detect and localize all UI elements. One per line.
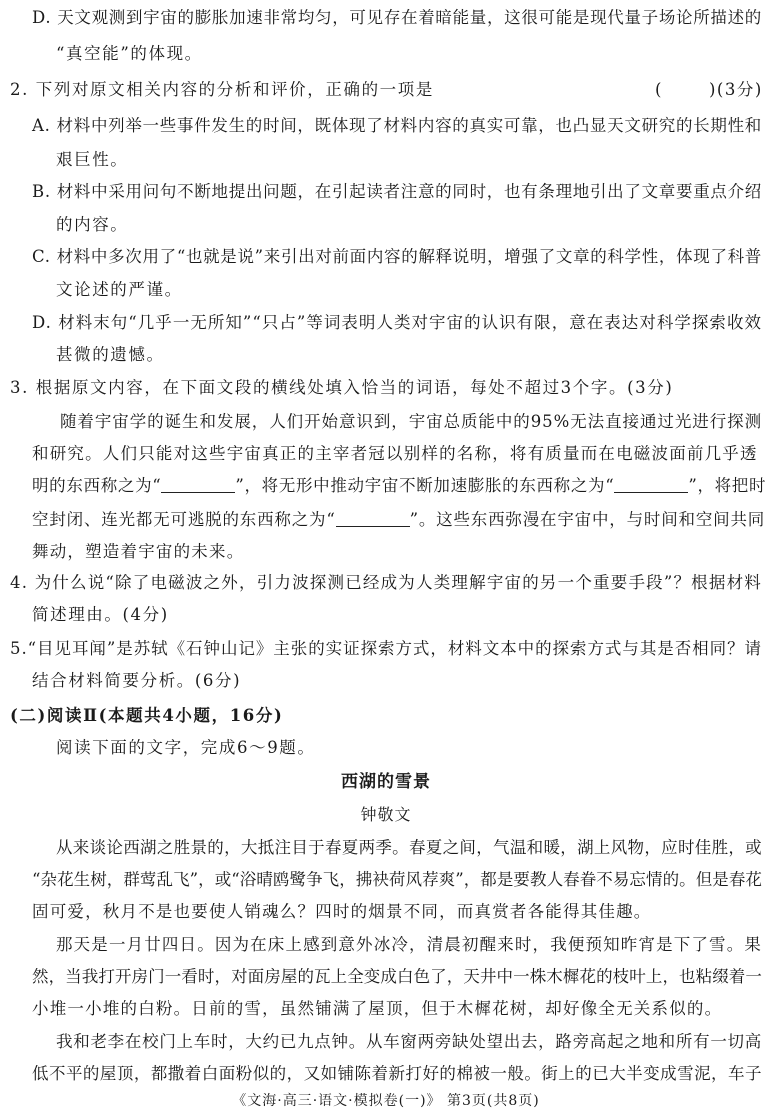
q2-answer-bracket xyxy=(655,78,772,102)
q2-option-d-line2: 甚微的遗憾。 xyxy=(56,345,165,364)
q2-option-c-line1: C. 材料中多次用了“也就是说”来引出对前面内容的解释说明，增强了文章的科学性，体现了科普 xyxy=(32,247,762,266)
q3-passage-line3 xyxy=(32,474,772,498)
q3-passage-line5: 舞动，塑造着宇宙的未来。 xyxy=(32,542,245,561)
essay-p1-line3: 固可爱，秋月不是也要使人销魂么？四时的烟景不同，而真赏者各能得其佳趣。 xyxy=(32,902,652,921)
q4-line2: 简述理由。(4分) xyxy=(32,605,169,624)
essay-p3-line2: 低不平的屋顶，都撒着白面粉似的，又如铺陈着新打好的棉被一般。街上的已大半变成雪泥，车子 xyxy=(32,1064,762,1083)
q5-line1: 5.“目见耳闻”是苏轼《石钟山记》主张的实证探索方式，材料文本中的探索方式与其是否相同？请 xyxy=(10,639,762,658)
q2-option-b-line2: 的内容。 xyxy=(56,215,129,234)
q1-option-d-line2: “真空能”的体现。 xyxy=(56,44,203,63)
section-2-instruction: 阅读下面的文字，完成6～9题。 xyxy=(56,738,316,757)
q3-passage-line1: 随着宇宙学的诞生和发展，人们开始意识到，宇宙总质能中的95%无法直接通过光进行探测 xyxy=(60,412,762,431)
q2-option-c-line2: 文论述的严谨。 xyxy=(56,280,183,299)
essay-p1-line1: 从来谈论西湖之胜景的，大抵注目于春夏两季。春夏之间，气温和暖，湖上风物，应时佳胜，或 xyxy=(56,838,762,857)
essay-p2-line2: 然，当我打开房门一看时，对面房屋的瓦上全变成白色了，天井中一株木樨花的枝叶上，也粘缀着一 xyxy=(32,967,762,986)
q3-p3-part-b: ”，将无形中推动宇宙不断加速膨胀的东西称之为“ xyxy=(235,476,615,495)
q3-passage-line4 xyxy=(32,508,772,532)
q3-p3-part-c: ”，将把时 xyxy=(688,476,767,495)
q2-points: (3分) xyxy=(716,80,763,99)
q5-line2: 结合材料简要分析。(6分) xyxy=(32,671,242,690)
q2-option-d-line1: D. 材料末句“几乎一无所知”“只占”等词表明人类对宇宙的认识有限，意在表达对科学探索收效 xyxy=(32,313,762,332)
essay-p2-line3: 小堆一小堆的白粉。日前的雪，虽然铺满了屋顶，但于木樨花树，却好像全无关系似的。 xyxy=(32,999,723,1018)
essay-p3-line1: 我和老李在校门上车时，大约已九点钟。从车窗两旁缺处望出去，路旁高起之地和所有一切高 xyxy=(56,1032,762,1051)
page-footer: 《文海·高三·语文·模拟卷(一)》 第3页(共8页) xyxy=(232,1093,540,1109)
section-2-heading: (二)阅读Ⅱ(本题共4小题，16分) xyxy=(10,706,284,725)
q2-paren-open: ( xyxy=(655,80,663,99)
fill-blank-1[interactable] xyxy=(161,476,235,493)
essay-p1-line2: “杂花生树，群莺乱飞”，或“浴晴鸥鹭争飞，拂袂荷风荐爽”，都是要教人春眷不易忘情的。但是春花 xyxy=(32,870,762,889)
q1-option-d-line1: D. 天文观测到宇宙的膨胀加速非常均匀，可见存在着暗能量，这很可能是现代量子场论所描述的 xyxy=(32,8,762,27)
q3-p4-part-b: ”。这些东西弥漫在宇宙中，与时间和空间共同 xyxy=(409,510,766,529)
fill-blank-3[interactable] xyxy=(336,510,410,527)
essay-author: 钟敬文 xyxy=(360,805,412,824)
q2-paren-close: ) xyxy=(708,80,717,99)
q3-passage-line2: 和研究。人们只能对这些宇宙真正的主宰者冠以别样的名称，将有质量而在电磁波面前几乎透 xyxy=(32,444,758,463)
q2-option-a-line2: 艰巨性。 xyxy=(56,150,129,169)
q3-p4-part-a: 空封闭、连光都无可逃脱的东西称之为“ xyxy=(32,510,336,529)
essay-title: 西湖的雪景 xyxy=(341,772,431,792)
q3-stem: 3. 根据原文内容，在下面文段的横线处填入恰当的词语，每处不超过3个字。(3分) xyxy=(10,378,674,397)
q4-line1: 4. 为什么说“除了电磁波之外，引力波探测已经成为人类理解宇宙的另一个重要手段”？根据材料 xyxy=(10,573,762,592)
q2-option-a-line1: A. 材料中列举一些事件发生的时间，既体现了材料内容的真实可靠，也凸显天文研究的长期性和 xyxy=(32,116,762,135)
essay-p2-line1: 那天是一月廿四日。因为在床上感到意外冰冷，清晨初醒来时，我便预知昨宵是下了雪。果 xyxy=(56,935,762,954)
q2-option-b-line1: B. 材料中采用问句不断地提出问题，在引起读者注意的同时，也有条理地引出了文章要重点介绍 xyxy=(32,182,762,201)
q3-p3-part-a: 明的东西称之为“ xyxy=(32,476,162,495)
q2-stem-text: 2. 下列对原文相关内容的分析和评价，正确的一项是 xyxy=(10,80,434,99)
fill-blank-2[interactable] xyxy=(614,476,688,493)
